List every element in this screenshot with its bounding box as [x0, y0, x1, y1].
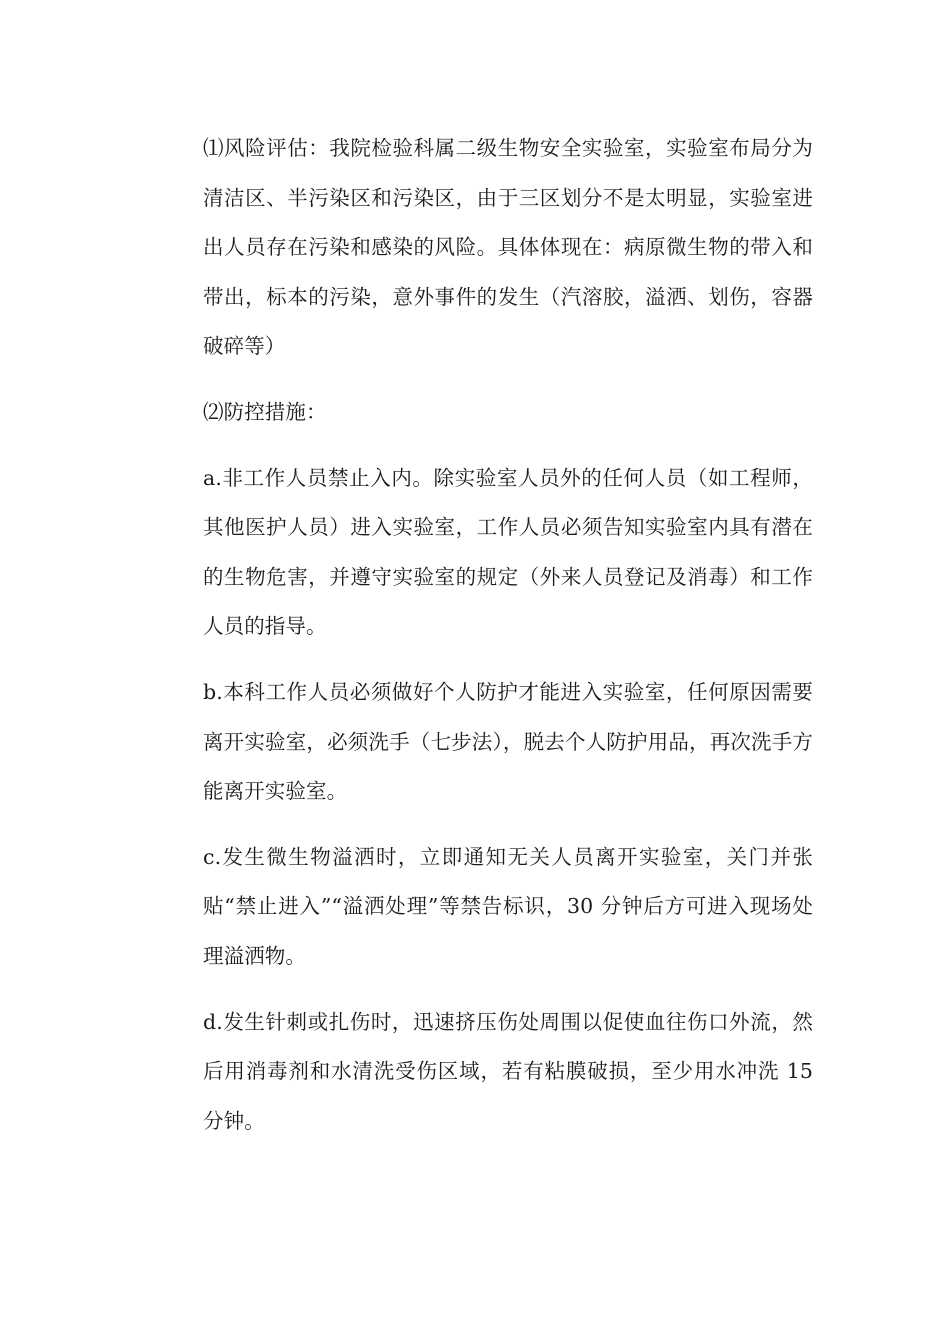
paragraph-measure-a: a.非工作人员禁止入内。除实验室人员外的任何人员（如工程师，其他医护人员）进入实验室，工作人员必须告知实验室内具有潜在的生物危害，并遵守实验室的规定（外来人员登记及消毒）和工作人员的指导。 — [203, 465, 813, 639]
paragraph-measure-d: d.发生针刺或扎伤时，迅速挤压伤处周围以促使血往伤口外流，然后用消毒剂和水清洗受伤区域，若有粘膜破损，至少用水冲洗 15 分钟。 — [203, 1009, 813, 1133]
paragraph-measure-b: b.本科工作人员必须做好个人防护才能进入实验室，任何原因需要离开实验室，必须洗手（七步法），脱去个人防护用品，再次洗手方能离开实验室。 — [203, 679, 813, 804]
paragraph-risk-assessment: ⑴风险评估：我院检验科属二级生物安全实验室，实验室布局分为清洁区、半污染区和污染区，由于三区划分不是太明显，实验室进出人员存在污染和感染的风险。具体体现在：病原微生物的带入和带出，标本的污染，意外事件的发生（汽溶胶，溢洒、划伤，容器破碎等） — [203, 136, 813, 359]
document-body — [203, 124, 813, 1162]
paragraph-measure-c: c.发生微生物溢洒时，立即通知无关人员离开实验室，关门并张贴“禁止进入”“溢洒处理”等禁告标识，30 分钟后方可进入现场处理溢洒物。 — [203, 844, 813, 968]
paragraph-prevention-heading: ⑵防控措施： — [203, 399, 327, 424]
